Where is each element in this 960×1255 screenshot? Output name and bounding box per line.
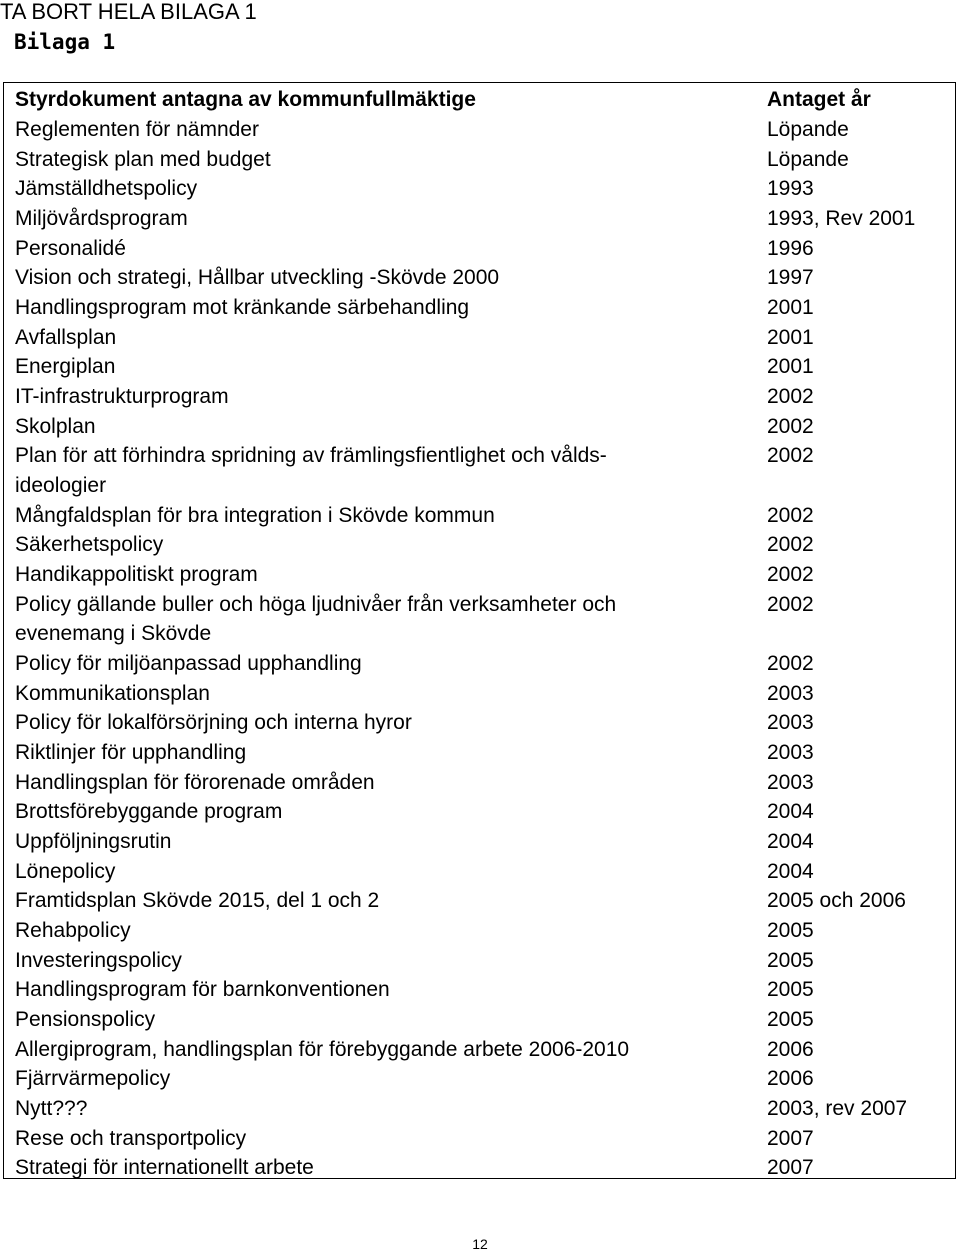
document-name: Policy för lokalförsörjning och interna hyror bbox=[15, 711, 412, 735]
adopted-year: 2002 bbox=[767, 563, 814, 587]
adopted-year: 2003 bbox=[767, 741, 814, 765]
document-name: Framtidsplan Skövde 2015, del 1 och 2 bbox=[15, 889, 380, 913]
document-sub-title: Bilaga 1 bbox=[14, 30, 116, 54]
document-name: Investeringspolicy bbox=[15, 948, 182, 972]
adopted-year: 2001 bbox=[767, 355, 814, 379]
adopted-year: 2002 bbox=[767, 533, 814, 557]
adopted-year: 2005 bbox=[767, 948, 814, 972]
document-name: Pensionspolicy bbox=[15, 1008, 156, 1032]
document-name: Avfallsplan bbox=[15, 325, 117, 349]
adopted-year: 2002 bbox=[767, 444, 814, 468]
adopted-year: 2004 bbox=[767, 800, 814, 824]
document-name: Handlingsprogram mot kränkande särbehandling bbox=[15, 296, 470, 320]
adopted-year: 2003 bbox=[767, 770, 814, 794]
adopted-year: 2001 bbox=[767, 325, 814, 349]
document-name: Personalidé bbox=[15, 236, 126, 260]
adopted-year: 2005 bbox=[767, 978, 814, 1002]
adopted-year: 2006 bbox=[767, 1067, 814, 1091]
document-name-continued: evenemang i Skövde bbox=[15, 622, 212, 646]
adopted-year: 1996 bbox=[767, 236, 814, 260]
document-name: Nytt??? bbox=[15, 1097, 88, 1121]
adopted-year: 2007 bbox=[767, 1156, 814, 1180]
adopted-year: 2001 bbox=[767, 296, 814, 320]
document-name: Riktlinjer för upphandling bbox=[15, 741, 247, 765]
adopted-year: 2004 bbox=[767, 859, 814, 883]
adopted-year: 2002 bbox=[767, 385, 814, 409]
document-name: Uppföljningsrutin bbox=[15, 830, 172, 854]
document-name-continued: ideologier bbox=[15, 474, 107, 498]
document-name: Allergiprogram, handlingsplan för förebyggande arbete 2006-2010 bbox=[15, 1037, 630, 1061]
adopted-year: 2002 bbox=[767, 592, 814, 616]
document-name: Handikappolitiskt program bbox=[15, 563, 258, 587]
document-name: Jämställdhetspolicy bbox=[15, 177, 198, 201]
document-name: Mångfaldsplan för bra integration i Skövde kommun bbox=[15, 503, 495, 527]
document-name: Rehabpolicy bbox=[15, 919, 131, 943]
document-name: Lönepolicy bbox=[15, 859, 116, 883]
document-name: Skolplan bbox=[15, 414, 96, 438]
document-name: Fjärrvärmepolicy bbox=[15, 1067, 171, 1091]
document-name: Policy för miljöanpassad upphandling bbox=[15, 652, 362, 676]
document-name: Reglementen för nämnder bbox=[15, 118, 259, 141]
adopted-year: 2005 bbox=[767, 1008, 814, 1032]
adopted-year: 1993 bbox=[767, 177, 814, 201]
steering-documents-table bbox=[3, 82, 956, 1179]
document-name: Vision och strategi, Hållbar utveckling -Skövde 2000 bbox=[15, 266, 500, 290]
document-name: IT-infrastrukturprogram bbox=[15, 385, 229, 409]
document-name: Handlingsplan för förorenade områden bbox=[15, 770, 375, 794]
adopted-year: 2004 bbox=[767, 830, 814, 854]
adopted-year: 2006 bbox=[767, 1037, 814, 1061]
document-top-title: TA BORT HELA BILAGA 1 bbox=[0, 0, 257, 24]
document-name: Rese och transportpolicy bbox=[15, 1126, 247, 1150]
adopted-year: 2002 bbox=[767, 503, 814, 527]
header-document-name: Styrdokument antagna av kommunfullmäktige bbox=[15, 88, 476, 111]
document-name: Kommunikationsplan bbox=[15, 681, 210, 705]
adopted-year: 1997 bbox=[767, 266, 814, 290]
adopted-year: 2003 bbox=[767, 711, 814, 735]
adopted-year: 2005 och 2006 bbox=[767, 889, 906, 913]
document-name: Strategisk plan med budget bbox=[15, 147, 271, 171]
adopted-year: 1993, Rev 2001 bbox=[767, 207, 916, 230]
document-name: Policy gällande buller och höga ljudnivåer från verksamheter och bbox=[15, 592, 617, 616]
document-name: Strategi för internationellt arbete bbox=[15, 1156, 314, 1180]
document-name: Brottsförebyggande program bbox=[15, 800, 283, 824]
adopted-year: Löpande bbox=[767, 118, 849, 141]
document-name: Miljövårdsprogram bbox=[15, 207, 188, 230]
document-name: Handlingsprogram för barnkonventionen bbox=[15, 978, 390, 1002]
adopted-year: 2003, rev 2007 bbox=[767, 1097, 908, 1121]
adopted-year: 2003 bbox=[767, 681, 814, 705]
page-number: 12 bbox=[472, 1236, 488, 1252]
header-adopted-year: Antaget år bbox=[767, 88, 871, 111]
adopted-year: 2002 bbox=[767, 652, 814, 676]
document-name: Plan för att förhindra spridning av främlingsfientlighet och vålds- bbox=[15, 444, 607, 468]
adopted-year: 2002 bbox=[767, 414, 814, 438]
adopted-year: Löpande bbox=[767, 147, 849, 171]
adopted-year: 2007 bbox=[767, 1126, 814, 1150]
document-name: Säkerhetspolicy bbox=[15, 533, 164, 557]
adopted-year: 2005 bbox=[767, 919, 814, 943]
document-name: Energiplan bbox=[15, 355, 116, 379]
